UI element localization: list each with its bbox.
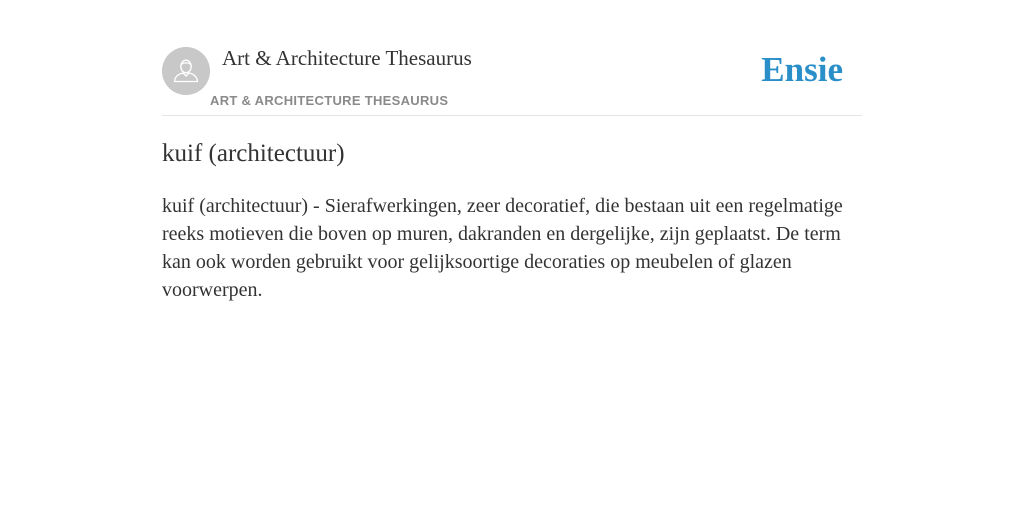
entry-definition: kuif (architectuur) - Sierafwerkingen, zeer decoratief, die bestaan uit een regelmatige reeks motieven die boven op muren, dakranden en dergelijke, zijn geplaatst. De term kan ook worden gebruikt voor gelijksoortige decoraties op meubelen of glazen voorwerpen. [162,195,843,301]
source-subtitle[interactable]: ART & ARCHITECTURE THESAURUS [210,93,449,108]
entry-title: kuif (architectuur) [162,140,345,167]
source-title[interactable]: Art & Architecture Thesaurus [222,46,472,70]
user-silhouette-icon[interactable] [162,47,210,95]
brand-logo[interactable]: Ensie [761,50,843,89]
page-container [162,0,862,301]
entry-header [162,0,862,116]
